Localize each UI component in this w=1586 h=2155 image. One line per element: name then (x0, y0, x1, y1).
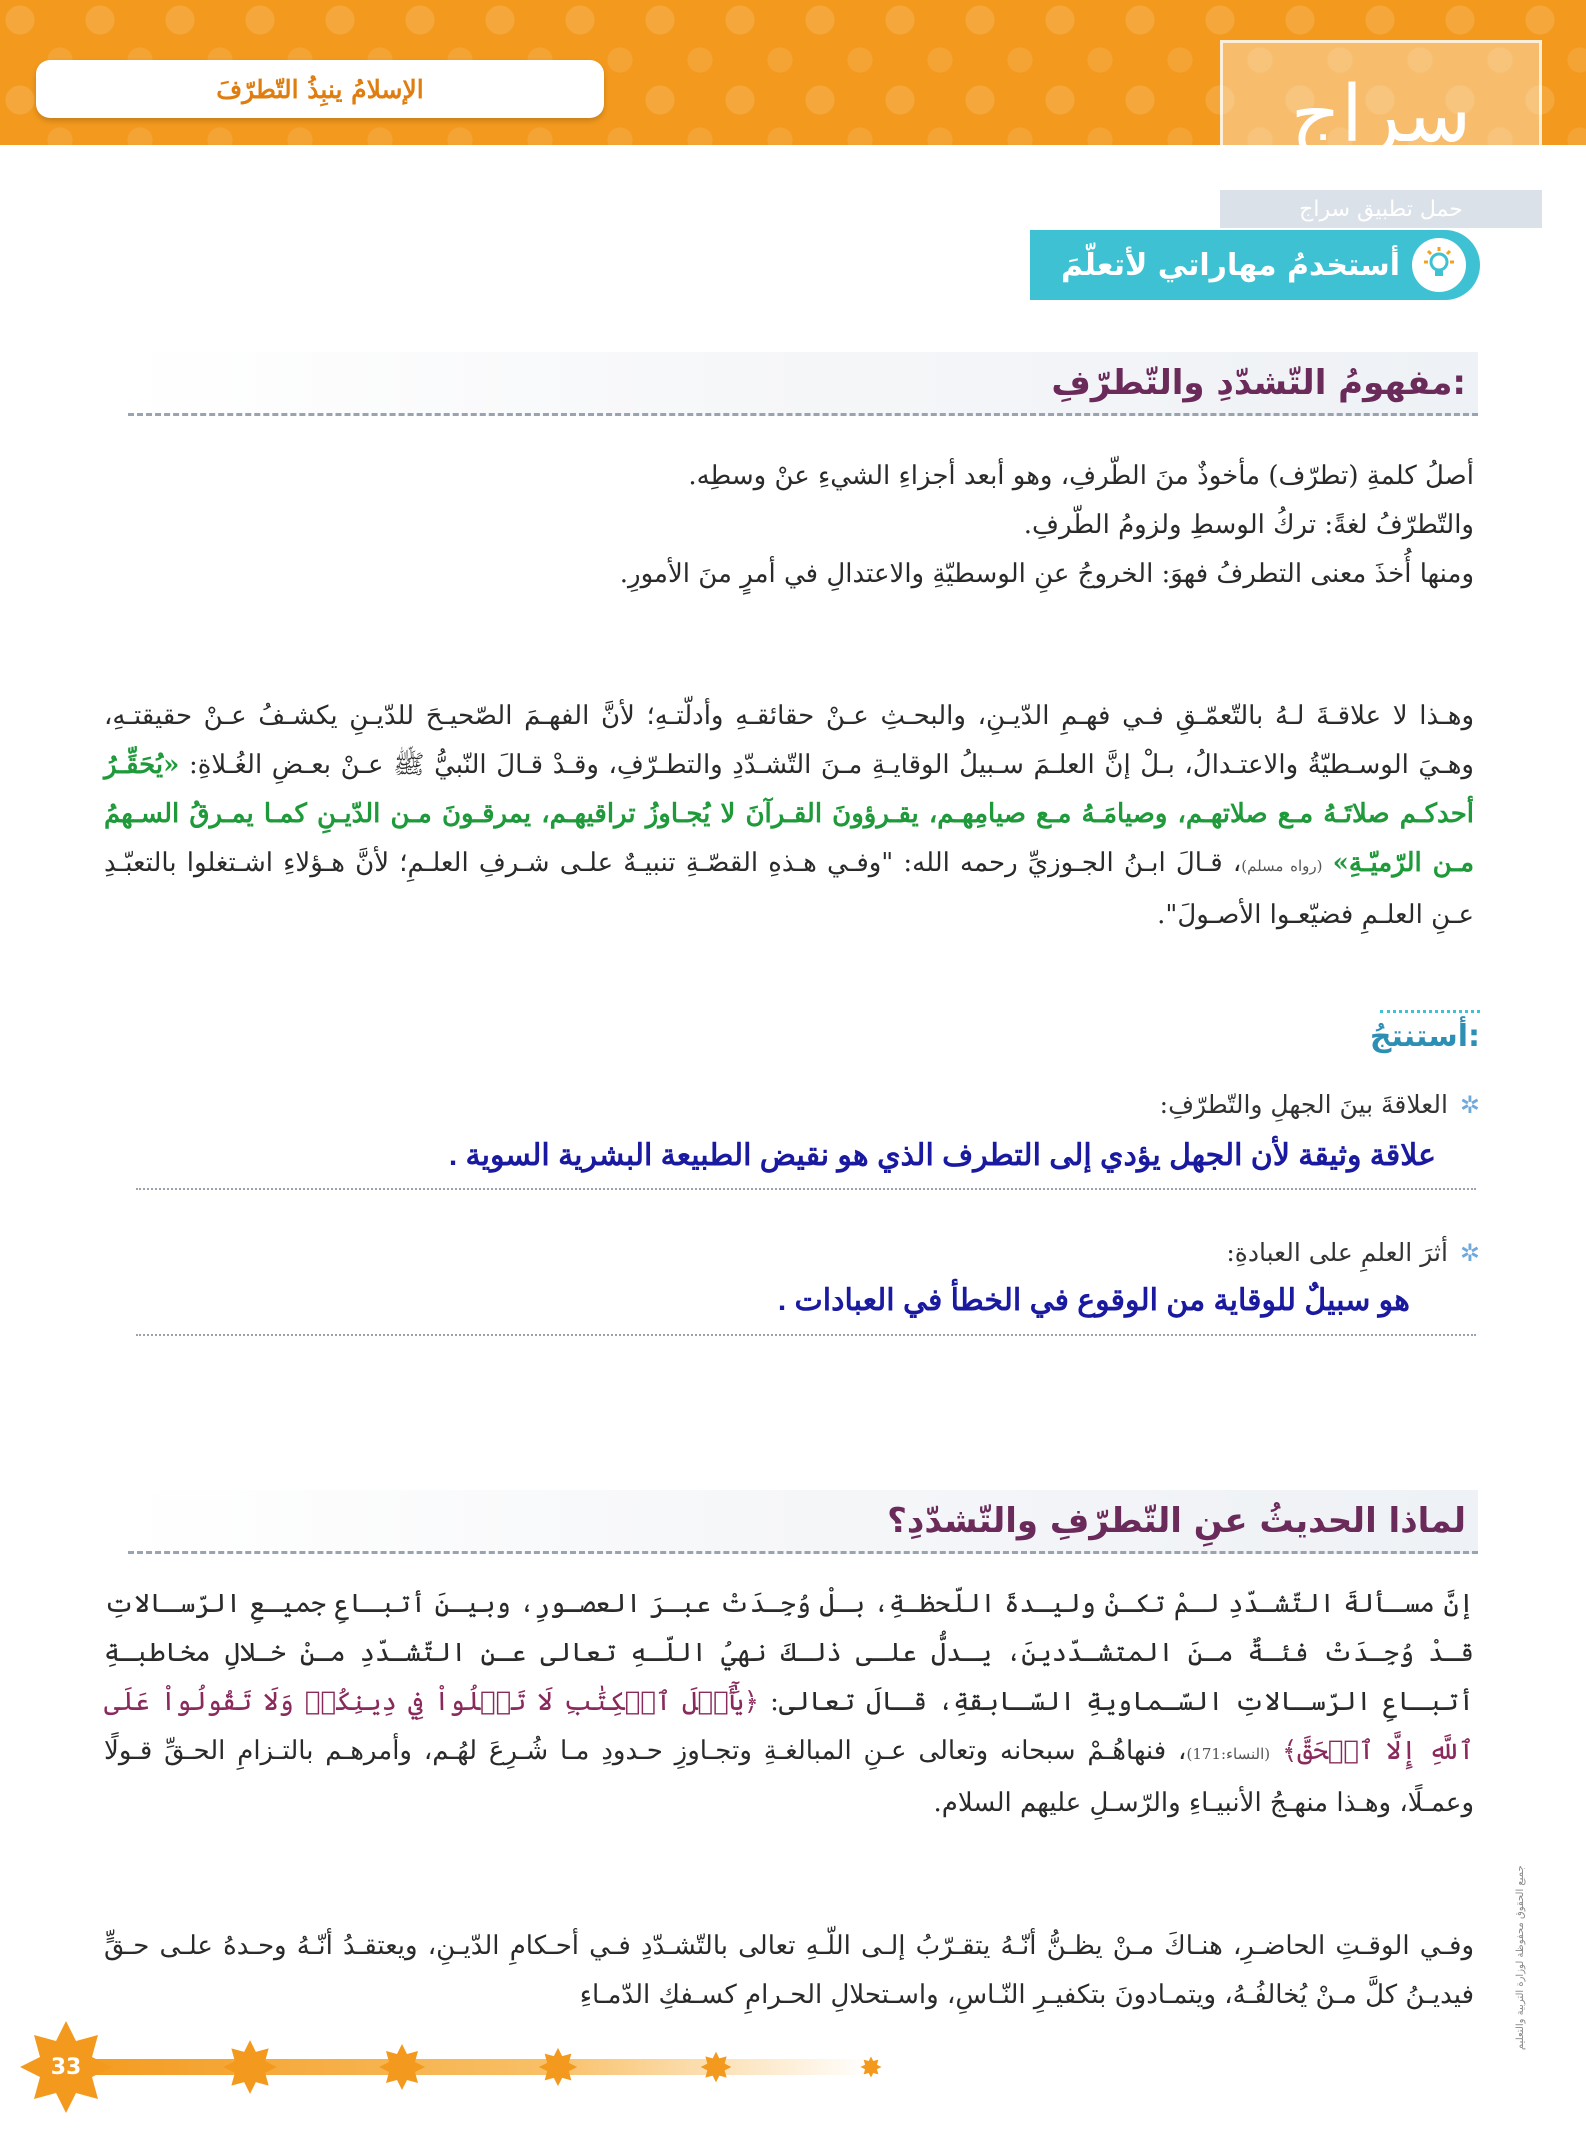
section-heading-concept (128, 352, 1478, 416)
brand-logo: سراج (1220, 40, 1542, 190)
paragraph-text: وفـي الوقـتِ الحاضـرِ، هنـاكَ مـنْ يظـنُّ أنّـهُ يتقـرّبُ إلـى اللّـهِ تعالى بالتّشـدّدِ فـي أحـكامِ الدّيـنِ، ويعتقـدُ أنّـهُ وحـدهُ علـى حـقٍّ فيديـنُ كلَّ مـنْ يُخالفُـهُ، ويتمـادونَ بتكفيـرِ النّـاسِ، واسـتحلالِ الحـرامِ كسـفكِ الدّمـاءِ (104, 1931, 1474, 2010)
copyright-side-note: جميع الحقوق محفوظة لوزارة التربية والتعليم (1515, 1865, 1526, 2050)
paragraph-present (104, 1922, 1474, 2020)
paragraph-text: ، فنهاهُـمْ سبحانه وتعالى عـنِ المبالغـةِ وتجـاوزِ حـدودِ مـا شُـرِعَ لهُـم، وأمرهـم بالتـزامِ الحـقِّ قـولًا وعمـلًا، وهـذا منهـجُ الأنبيـاءِ والرّسـلِ عليهم السلام. (104, 1736, 1474, 1818)
section-heading-why (128, 1490, 1478, 1554)
answer-line (136, 1188, 1476, 1190)
answer-1[interactable]: علاقة وثيقة لأن الجهل يؤدي إلى التطرف الذي هو نقيض الطبيعة البشرية السوية . (448, 1139, 1436, 1172)
brand-download-link[interactable]: حمل تطبيق سراج (1220, 190, 1542, 228)
paragraph-why (104, 1580, 1474, 1828)
section-heading-text: مفهومُ التّشدّدِ والتّطرّفِ: (1051, 362, 1466, 403)
footer-star-icon (700, 2051, 732, 2083)
question-text: العلاقةَ بينَ الجهلِ والتّطرّفِ: (1159, 1090, 1448, 1119)
footer-bar (70, 2059, 870, 2075)
page-number: 33 (50, 2054, 82, 2080)
star-bullet-icon: ✲ (1459, 1238, 1480, 1267)
paragraph-text: إنَّ مسـألةَ التّشـدّدِ لـمْ تكـنْ وليـدةَ اللّحظـةِ، بـلْ وُجِـدَتْ عبـرَ العصـورِ، وبيـنَ أتبـاعِ جميـعِ الرّسـالاتِ قـدْ وُجِـدَتْ فئـةٌ مـنَ المتشـدّدينَ، يـدلُّ علـى ذلـكَ نهيُ اللّـهِ تعالى عـنِ التّشـدّدِ مـنْ خـلالِ مخاطبـةِ أتبـاعِ الرّسـالاتِ السّـماويةِ السّـابقةِ، قـالَ تعالى: (104, 1589, 1474, 1717)
quran-verse: ﴿يَٰٓأَهۡلَ ٱلۡكِتَٰبِ لَا تَغۡلُواْ فِي دِينِكُمۡ وَلَا تَقُولُواْ عَلَى ٱللَّهِ إِلَّا ٱلۡحَقَّ﴾ (104, 1687, 1475, 1766)
question-text: أثرَ العلمِ على العبادةِ: (1226, 1238, 1448, 1267)
definition-line: أصلُ كلمةِ (تطرّف) مأخوذٌ منَ الطّرفِ، وهو أبعد أجزاءِ الشيءِ عنْ وسطِه. (688, 461, 1474, 491)
conclude-heading (1369, 1010, 1480, 1060)
conclude-question-2 (1226, 1238, 1480, 1267)
paragraph-intro: وهـذا لا علاقـةَ لـهُ بالتّعمّـقِ فـي فهـمِ الدّيـنِ، والبحـثِ عـنْ حقائقـهِ وأدلّتـهِ؛ لأنَّ الفهـمَ الصّحيـحَ للدّيـنِ يكشـفُ عـنْ حقيقتـهِ، وهـيَ الوسـطيّةُ والاعتـدالُ، بـلْ إنَّ العلـمَ سـبيلُ الوقايـةِ مـنَ التّشـدّدِ والتطـرّفِ، وقـدْ قـالَ النّبيُّ ﷺ عـنْ بعـضِ الغُـلاةِ: (104, 701, 1474, 780)
answer-line (136, 1334, 1476, 1336)
chapter-title-box (36, 60, 604, 118)
footer-star-icon (222, 2039, 278, 2095)
conclude-heading-text: أستنتجُ: (1369, 1019, 1480, 1054)
star-bullet-icon: ✲ (1459, 1090, 1480, 1119)
brand-box[interactable] (1220, 40, 1542, 226)
paragraph-concept (104, 692, 1474, 940)
skills-banner (1030, 230, 1480, 300)
verse-reference: (النساء:171) (1186, 1745, 1271, 1763)
chapter-title: الإسلامُ ينبِذُ التّطرّفَ (216, 74, 424, 104)
hadith-reference: (رواه مسلم) (1241, 857, 1323, 875)
definition-line: والتّطرّفُ لغةً: تركُ الوسطِ ولزومُ الطّرفِ. (1023, 510, 1474, 540)
answer-2[interactable]: هو سبيلٌ للوقاية من الوقوع في الخطأ في العبادات . (777, 1284, 1410, 1317)
footer-star-icon (538, 2047, 578, 2087)
footer-star-icon (860, 2056, 882, 2078)
definition-line: ومنها أُخذَ معنى التطرفُ فهوَ: الخروجُ عنِ الوسطيّةِ والاعتدالِ في أمرٍ منَ الأمورِ. (619, 559, 1474, 589)
conclude-question-1 (1160, 1090, 1480, 1119)
footer-star-icon (378, 2043, 426, 2091)
lightbulb-icon (1412, 238, 1466, 292)
hadith-quote: «يُحَقِّـرُ أحدكـم صلاتَـهُ مـع صلاتهـم، وصيامَـهُ مـع صيامِهـم، يقـرؤونَ القـرآنَ لا يُجـاوزُ تراقيهـم، يمرقـونَ مـن الدّيـنِ كمـا يمـرقُ السـهمُ مـن الرّميّـةِ» (104, 750, 1475, 878)
skills-banner-label: أستخدمُ مهاراتي لأتعلّمَ (1061, 247, 1400, 283)
paragraph-outro: ، قـالَ ابـنُ الجـوزيِّ رحمه الله: "وفـي هـذهِ القصّـةِ تنبيـهٌ علـى شـرفِ العلـمِ؛ لأنَّ هـؤلاءِ اشـتغلوا بالتعبّـدِ عـنِ العلـمِ فضيّعـوا الأصـولَ". (104, 848, 1474, 930)
section-heading-text: لماذا الحديثُ عنِ التّطرّفِ والتّشدّدِ؟ (887, 1500, 1466, 1541)
definitions-block (154, 452, 1474, 599)
